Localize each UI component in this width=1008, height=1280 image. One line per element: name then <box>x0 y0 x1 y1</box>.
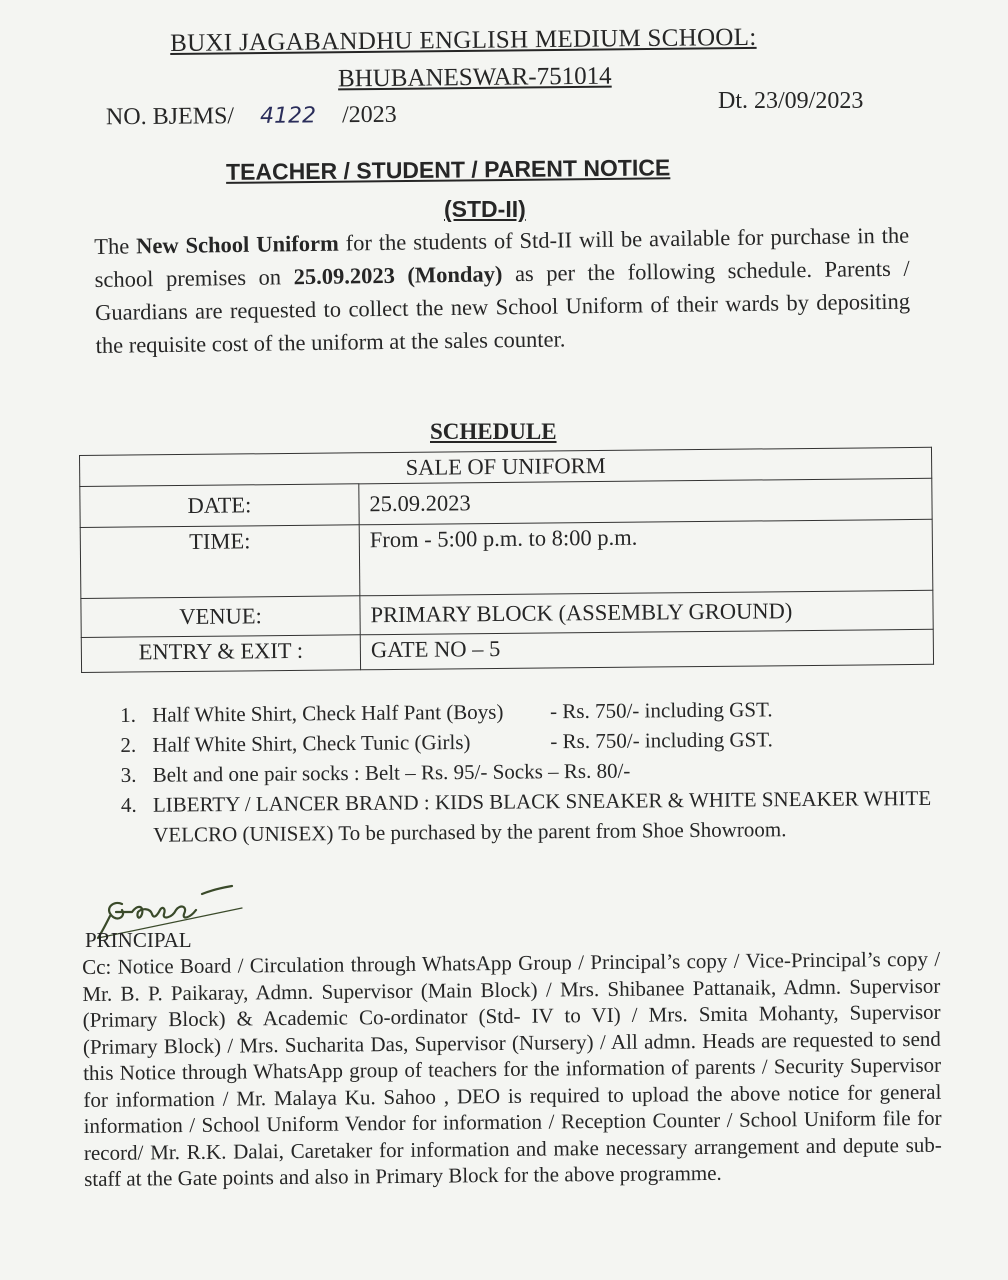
item-number: 2. <box>120 732 137 757</box>
item-price: - Rs. 750/- including GST. <box>550 727 773 754</box>
notice-title: TEACHER / STUDENT / PARENT NOTICE <box>225 154 671 185</box>
item-price: - Rs. 750/- including GST. <box>550 697 773 724</box>
item-number: 1. <box>120 702 136 727</box>
reference-number <box>106 102 397 132</box>
notice-subtitle: (STD-II) <box>444 196 526 222</box>
schedule-heading: SALE OF UNIFORM <box>80 447 932 486</box>
item-text: Belt and one pair socks : Belt – Rs. 95/- Socks – Rs. 80/- <box>152 758 631 787</box>
schedule-value: PRIMARY BLOCK (ASSEMBLY GROUND) <box>360 590 933 634</box>
notice-date: Dt. 23/09/2023 <box>718 88 864 114</box>
body-text-3: as per the following schedule. Parents / Guardians are requested to collect the new School Uniform of their wards by depositing the requisite cost of the uniform at the sales counter. <box>94 255 911 358</box>
item-text: LIBERTY / LANCER BRAND : KIDS BLACK SNEAKER & WHITE SNEAKER WHITE VELCRO (UNISEX) To be purchased by the parent from Shoe Showroom. <box>152 785 932 847</box>
body-text-2: for the students of Std-II will be available for purchase in the school premises on <box>94 222 910 292</box>
body-bold-2: 25.09.2023 (Monday) <box>293 261 503 290</box>
item-description: Half White Shirt, Check Half Pant (Boys) <box>152 699 504 727</box>
schedule-row-time <box>80 519 933 598</box>
item-description: Half White Shirt, Check Tunic (Girls) <box>152 729 471 757</box>
school-name: BUXI JAGABANDHU ENGLISH MEDIUM SCHOOL: <box>170 23 757 57</box>
body-text-1: The <box>94 233 137 259</box>
uniform-items-list <box>120 693 951 850</box>
schedule-value: GATE NO – 5 <box>360 629 933 669</box>
schedule-value: 25.09.2023 <box>359 478 932 524</box>
schedule-label: TIME: <box>80 525 360 599</box>
ref-handwritten-number: 4122 <box>259 103 317 129</box>
notice-body <box>94 219 911 362</box>
schedule-title: SCHEDULE <box>430 419 557 444</box>
schedule-table <box>79 447 934 673</box>
schedule-label: VENUE: <box>81 596 360 638</box>
cc-distribution: Cc: Notice Board / Circulation through WhatsApp Group / Principal’s copy / Vice-Principal’s copy / Mr. B. P. Paikaray, Admn. Supervisor (Main Block) / Mrs. Shibanee Pattanaik, Admn. Supervisor (Primary Block) & Academic Co-ordinator (Std- IV to VI) / Mrs. Smita Mohanty, Supervisor (Primary Block) / Mrs. Sucharita Das, Supervisor (Nursery) / All admn. Heads are requested to send this Notice through WhatsApp group of teachers for the information of parents / Security Supervisor for information / Mr. Malaya Ku. Sahoo , DEO is required to upload the above notice for general information / School Uniform Vendor for information / Reception Counter / School Uniform file for record/ Mr. R.K. Dalai, Caretaker for information and make necessary arrangement and depute sub-staff at the Gate points and also in Primary Block for the above programme. <box>82 946 942 1191</box>
schedule-label: ENTRY & EXIT : <box>81 635 360 673</box>
item-number: 4. <box>120 792 137 817</box>
item-number: 3. <box>120 762 137 787</box>
principal-title: PRINCIPAL <box>85 928 192 952</box>
school-city: BHUBANESWAR-751014 <box>337 62 612 93</box>
ref-prefix: NO. BJEMS/ <box>105 103 235 131</box>
list-item <box>121 783 951 850</box>
ref-year: /2023 <box>341 101 397 129</box>
schedule-value: From - 5:00 p.m. to 8:00 p.m. <box>359 519 933 595</box>
body-bold-1: New School Uniform <box>135 230 339 259</box>
schedule-row-entry-exit <box>81 629 933 672</box>
schedule-label: DATE: <box>80 484 359 528</box>
